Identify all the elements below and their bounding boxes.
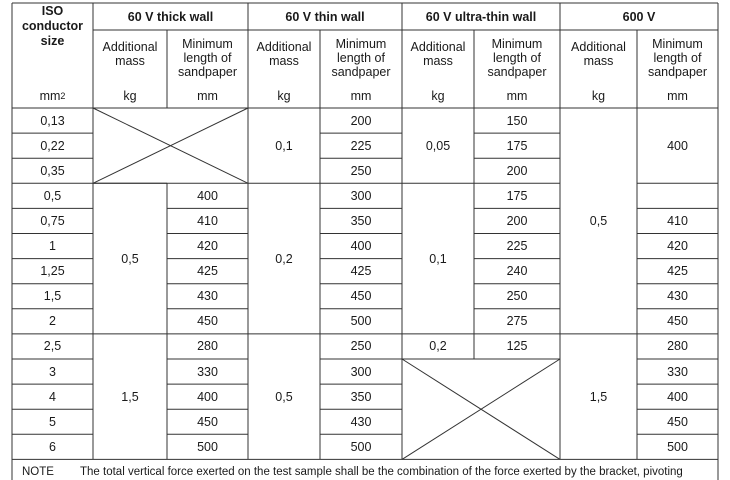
thin-wall-length-cell: 425 (350, 264, 372, 279)
additional-mass-header: Additional mass (256, 40, 312, 68)
group-60v-thin-wall: 60 V thin wall (285, 9, 365, 24)
v600-mass-cell: 0,5 (589, 213, 608, 228)
ultra-thin-wall-length-cell: 200 (506, 213, 528, 228)
ultra-thin-wall-length-cell: 150 (506, 113, 528, 128)
thin-wall-length-cell: 350 (350, 213, 372, 228)
unit-mm: mm (350, 89, 372, 103)
group-60v-thick-wall: 60 V thick wall (127, 9, 214, 24)
conductor-size-cell: 6 (49, 439, 56, 454)
thin-wall-length-cell: 300 (350, 364, 372, 379)
ultra-thin-wall-length-cell: 250 (506, 289, 528, 304)
additional-mass-header: Additional mass (102, 40, 158, 68)
ultra-thin-wall-mass-cell: 0,05 (425, 138, 451, 153)
conductor-size-cell: 2,5 (43, 339, 62, 354)
unit-mm2 (12, 84, 93, 108)
thick-wall-length-cell: 410 (197, 213, 218, 228)
thick-wall-length-cell: 400 (197, 188, 218, 203)
thick-wall-length-cell: 280 (197, 339, 218, 354)
v600-length-cell: 330 (667, 364, 688, 379)
thin-wall-length-cell: 250 (350, 163, 372, 178)
thin-wall-mass-cell: 0,1 (275, 138, 293, 153)
conductor-size-cell: 1,5 (43, 289, 62, 304)
thin-wall-length-cell: 300 (350, 188, 372, 203)
note-text: The total vertical force exerted on the test sample shall be the combination of the force exerted by the bracket, pivoting (80, 466, 683, 478)
v600-length-cell: 410 (667, 213, 688, 228)
conductor-size-cell: 1,25 (40, 264, 65, 279)
ultra-thin-wall-mass-cell: 0,2 (429, 339, 447, 354)
unit-mm: mm (667, 89, 688, 103)
unit-mm2-base: mm (39, 89, 61, 103)
unit-kg: kg (431, 89, 445, 103)
thick-wall-length-cell: 450 (197, 314, 218, 329)
thick-wall-length-cell: 450 (197, 414, 218, 429)
v600-mass-cell: 1,5 (589, 389, 608, 404)
v600-length-cell: 425 (667, 264, 688, 279)
v600-length-cell: 430 (667, 289, 688, 304)
unit-kg: kg (277, 89, 291, 103)
unit-kg: kg (123, 89, 137, 103)
min-sandpaper-length-header: Minimum length of sandpaper (177, 37, 238, 79)
thick-wall-length-cell: 500 (197, 439, 218, 454)
v600-length-cell: 280 (667, 339, 688, 354)
conductor-size-cell: 3 (49, 364, 56, 379)
conductor-size-cell: 0,75 (40, 213, 65, 228)
v600-length-cell: 400 (667, 389, 688, 404)
v600-length-cell: 420 (667, 239, 688, 254)
thin-wall-length-cell: 225 (350, 138, 372, 153)
conductor-size-cell: 2 (49, 314, 56, 329)
ultra-thin-wall-length-cell: 175 (506, 188, 528, 203)
unit-mm2-exponent: 2 (60, 91, 66, 101)
conductor-size-cell: 0,35 (40, 163, 65, 178)
thick-wall-length-cell: 400 (197, 389, 218, 404)
unit-mm: mm (506, 89, 528, 103)
conductor-size-cell: 4 (49, 389, 56, 404)
ultra-thin-wall-length-cell: 275 (506, 314, 528, 329)
min-sandpaper-length-header: Minimum length of sandpaper (487, 37, 547, 79)
thick-wall-length-cell: 425 (197, 264, 218, 279)
ultra-thin-wall-length-cell: 125 (506, 339, 528, 354)
ultra-thin-wall-length-cell: 200 (506, 163, 528, 178)
thin-wall-length-cell: 450 (350, 289, 372, 304)
thick-wall-length-cell: 430 (197, 289, 218, 304)
v600-length-cell: 400 (667, 138, 688, 153)
v600-length-cell: 450 (667, 414, 688, 429)
ultra-thin-wall-length-cell: 175 (506, 138, 528, 153)
conductor-size-cell: 1 (49, 239, 56, 254)
thin-wall-length-cell: 200 (350, 113, 372, 128)
table-note (22, 466, 712, 478)
conductor-size-cell: 0,5 (43, 188, 62, 203)
iso-size-header: ISO conductor size (21, 4, 84, 48)
thin-wall-mass-cell: 0,5 (275, 389, 293, 404)
thin-wall-length-cell: 250 (350, 339, 372, 354)
unit-mm: mm (197, 89, 218, 103)
ultra-thin-wall-mass-cell: 0,1 (429, 251, 447, 266)
conductor-size-cell: 0,22 (40, 138, 65, 153)
thick-wall-length-cell: 420 (197, 239, 218, 254)
thin-wall-length-cell: 500 (350, 439, 372, 454)
note-label: NOTE (22, 466, 54, 478)
thin-wall-length-cell: 430 (350, 414, 372, 429)
group-600v: 600 V (622, 9, 656, 24)
min-sandpaper-length-header: Minimum length of sandpaper (647, 37, 708, 79)
min-sandpaper-length-header: Minimum length of sandpaper (331, 37, 391, 79)
additional-mass-header: Additional mass (571, 40, 626, 68)
thick-wall-mass-cell: 0,5 (121, 251, 139, 266)
v600-length-cell: 500 (667, 439, 688, 454)
group-60v-ultra-thin-wall: 60 V ultra-thin wall (425, 9, 537, 24)
additional-mass-header: Additional mass (410, 40, 466, 68)
v600-length-cell: 450 (667, 314, 688, 329)
thick-wall-length-cell: 330 (197, 364, 218, 379)
thick-wall-mass-cell: 1,5 (121, 389, 139, 404)
thin-wall-length-cell: 350 (350, 389, 372, 404)
conductor-size-cell: 5 (49, 414, 56, 429)
unit-kg: kg (591, 89, 606, 103)
thin-wall-mass-cell: 0,2 (275, 251, 293, 266)
thin-wall-length-cell: 500 (350, 314, 372, 329)
thin-wall-length-cell: 400 (350, 239, 372, 254)
ultra-thin-wall-length-cell: 225 (506, 239, 528, 254)
conductor-size-cell: 0,13 (40, 113, 65, 128)
ultra-thin-wall-length-cell: 240 (506, 264, 528, 279)
